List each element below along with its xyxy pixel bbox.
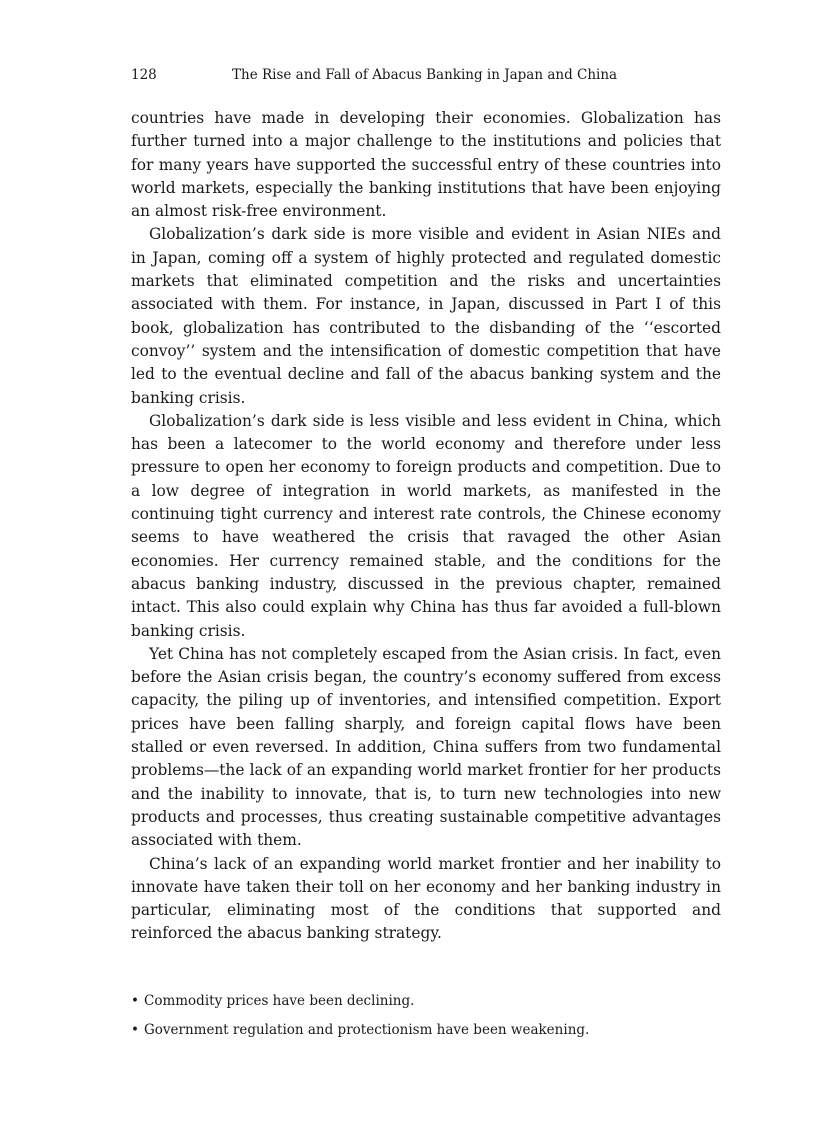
paragraph-1: countries have made in developing their economies. Globalization has further turned into a major challenge to the institutions and policies that for many years have supported the successful entry of these countries into world markets, especially the banking institutions that have been enjoying an almost risk-free environment. (131, 109, 721, 221)
bullet-item (131, 1019, 731, 1041)
running-title: The Rise and Fall of Abacus Banking in Japan and China (232, 67, 618, 83)
bullet-icon: • (131, 993, 139, 1009)
body-text (131, 107, 721, 946)
paragraph-2: Globalization’s dark side is more visible and evident in Asian NIEs and in Japan, coming off a system of highly protected and regulated domestic markets that eliminated competition and the risks and uncertainties associated with them. For instance, in Japan, discussed in Part I of this book, globalization has contributed to the disbanding of the ‘‘escorted convoy’’ system and the intensification of domestic competition that have led to the eventual decline and fall of the abacus banking system and the banking crisis. (131, 225, 721, 407)
bullet-icon: • (131, 1022, 139, 1038)
bullet-list (131, 990, 731, 1048)
bullet-text: Commodity prices have been declining. (144, 993, 415, 1009)
page-number: 128 (131, 67, 157, 83)
bullet-text: Government regulation and protectionism have been weakening. (144, 1022, 590, 1038)
paragraph-5: China’s lack of an expanding world market frontier and her inability to innovate have taken their toll on her economy and her banking industry in particular, eliminating most of the conditions that supported and reinforced the abacus banking strategy. (131, 854, 721, 943)
paragraph-4: Yet China has not completely escaped from the Asian crisis. In fact, even before the Asian crisis began, the country’s economy suffered from excess capacity, the piling up of inventories, and intensified competition. Export prices have been falling sharply, and foreign capital flows have been stalled or even reversed. In addition, China suffers from two fundamental problems—the lack of an expanding world market frontier for her products and the inability to innovate, that is, to turn new technologies into new products and processes, thus creating sustainable competitive advantages associated with them. (131, 644, 721, 850)
running-head (131, 64, 721, 86)
paragraph-3: Globalization’s dark side is less visible and less evident in China, which has been a latecomer to the world economy and therefore under less pressure to open her economy to foreign products and competition. Due to a low degree of integration in world markets, as manifested in the continuing tight currency and interest rate controls, the Chinese economy seems to have weathered the crisis that ravaged the other Asian economies. Her currency remained stable, and the conditions for the abacus banking industry, discussed in the previous chapter, remained intact. This also could explain why China has thus far avoided a full-blown banking crisis. (131, 411, 721, 640)
bullet-item (131, 990, 731, 1012)
